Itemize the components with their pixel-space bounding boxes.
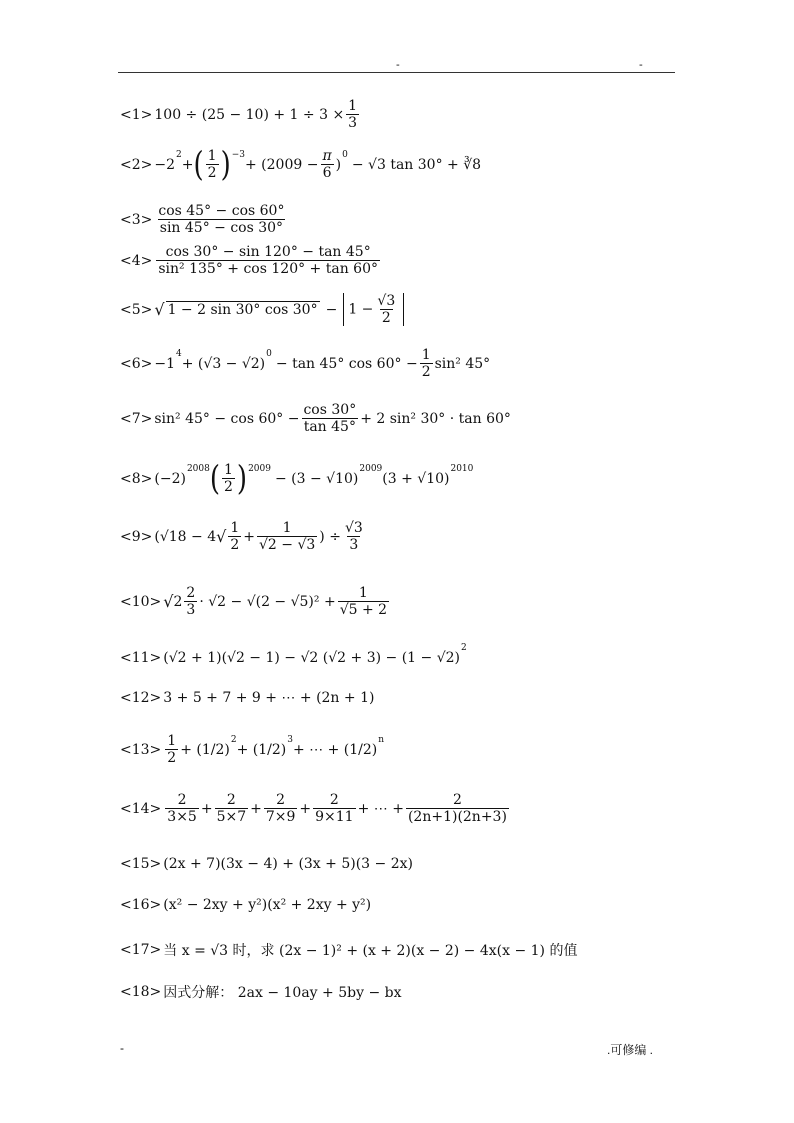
- problem-13: <13> 1 2 + (1/2) 2 + (1/2) 3 + ⋯ + (1/2) n: [120, 733, 385, 767]
- expression: (2x + 7)(3x − 4) + (3x + 5)(3 − 2x): [163, 856, 413, 872]
- problem-7: <7> sin² 45° − cos 60° − $\frac{\cos 30^\circ}{\tan 45^\circ}$ + 2 sin² 30° · tan 60°: [120, 402, 511, 436]
- problem-number: <7>: [120, 410, 153, 427]
- fraction: 2 5×7: [216, 792, 247, 826]
- problem-17: [120, 940, 577, 960]
- problem-6: <6> −1 4 + (√3 − √2) 0 − tan 45° cos 60° − $\frac{1}{2}$ sin² 45°: [120, 347, 491, 381]
- problem-3: [120, 203, 288, 236]
- fraction: $\frac{2}{(2n+1)(2n+3)}$: [407, 792, 507, 826]
- problem-number: <15>: [120, 856, 162, 872]
- expression: −2: [154, 156, 176, 173]
- problem-number: <17>: [120, 942, 162, 958]
- problem-5: <5> √ 1 − 2 sin 30° cos 30° − 1 − $\frac{√3}{2}$: [120, 293, 404, 326]
- problem-number: <5>: [120, 301, 153, 318]
- problem-number: <11>: [120, 650, 162, 666]
- footer-right: .可修编 .: [607, 1043, 654, 1057]
- problem-8: <8> (−2) 2008 ( 1 2 ) 2009 − (3 − √10) 2009 (3 + √10) 2010: [120, 459, 474, 499]
- problem-10: <10> √ 2 2 3 · √2 − √(2 − √5)² + $\frac{1}{√5 + 2}$: [120, 585, 388, 619]
- fraction: cos 45° − cos 60° sin 45° − cos 30°: [158, 203, 285, 237]
- problem-number: <9>: [120, 528, 153, 545]
- problem-number: <12>: [120, 690, 162, 706]
- fraction: cos 30° − sin 120° − tan 45° sin² 135° + cos 120° + tan 60°: [158, 244, 378, 278]
- problem-number: <14>: [120, 800, 162, 817]
- problem-18: [120, 982, 401, 1002]
- problem-number: <1>: [120, 106, 153, 123]
- expression: 3 + 5 + 7 + 9 + ⋯ + (2n + 1): [163, 690, 375, 706]
- problem-number: <18>: [120, 984, 162, 1000]
- problem-number: <8>: [120, 470, 153, 487]
- problem-16: [120, 897, 371, 913]
- expression: 100 ÷ (25 − 10) + 1 ÷ 3 ×: [154, 106, 345, 123]
- header-dash-left: -: [396, 58, 400, 71]
- fraction: 2 7×9: [265, 792, 296, 826]
- problem-9: <9> (√18 − 4 √ 1 2 + $\frac{1}{√2 - √3}$ ) ÷ $\frac{√3}{3}$: [120, 520, 363, 554]
- problem-15: [120, 856, 413, 872]
- problem-number: <4>: [120, 252, 153, 269]
- problem-number: <10>: [120, 593, 162, 610]
- header-rule: [118, 72, 675, 73]
- fraction: $\frac{\cos 30^\circ}{\tan 45^\circ}$: [303, 402, 357, 436]
- footer-left: -: [120, 1041, 124, 1055]
- problem-number: <2>: [120, 156, 153, 173]
- absolute-value: 1 − $\frac{√3}{2}$: [343, 293, 404, 326]
- fraction: 1 2: [224, 462, 233, 496]
- problem-number: <3>: [120, 211, 153, 228]
- problem-2: <2> −2 2 + ( 1 2 ) −3 + (2009 − $\frac{\pi}{6}$ ) 0 − √3 tan 30° + ∛8: [120, 145, 482, 185]
- fraction: 1 2: [207, 148, 217, 182]
- fraction: $\frac{\pi}{6}$: [322, 148, 332, 182]
- problem-number: <6>: [120, 355, 153, 372]
- expression: 当 x = √3 时，求 (2x − 1)² + (x + 2)(x − 2) − 4x(x − 1) 的值: [163, 943, 578, 959]
- fraction: 2 3×5: [167, 792, 197, 826]
- fraction: $\frac{1}{√5 + 2}$: [339, 585, 388, 619]
- problem-number: <16>: [120, 897, 162, 913]
- fraction: $\frac{√3}{3}$: [344, 520, 363, 554]
- problem-number: <13>: [120, 741, 162, 758]
- expression: (√2 + 1)(√2 − 1) − √2 (√2 + 3) − (1 − √2): [163, 650, 460, 666]
- fraction: $\frac{1}{2}$: [421, 347, 431, 381]
- fraction: 2 3: [186, 585, 196, 619]
- header-dash-right: -: [639, 58, 643, 71]
- expression: (x² − 2xy + y²)(x² + 2xy + y²): [163, 897, 372, 913]
- fraction: 1 2: [230, 520, 240, 554]
- problem-1: [120, 98, 361, 131]
- fraction: $\frac{1}{3}$: [348, 98, 358, 132]
- fraction: $\frac{1}{√2 - √3}$: [258, 520, 316, 554]
- problem-11: <11> (√2 + 1)(√2 − 1) − √2 (√2 + 3) − (1 − √2) 2: [120, 643, 467, 666]
- expression: 因式分解： 2ax − 10ay + 5by − bx: [163, 985, 402, 1001]
- radicand: 1 − 2 sin 30° cos 30°: [167, 302, 318, 319]
- problem-12: [120, 690, 374, 706]
- fraction: 1 2: [167, 733, 177, 767]
- fraction: 2 9×11: [315, 792, 354, 826]
- problem-14: <14> 2 3×5 + 2 5×7 + 2 7×9 + 2 9×11 + ⋯ + $\frac{2}{(2n+1)(2n+3)}$: [120, 792, 507, 826]
- problem-4: [120, 244, 382, 277]
